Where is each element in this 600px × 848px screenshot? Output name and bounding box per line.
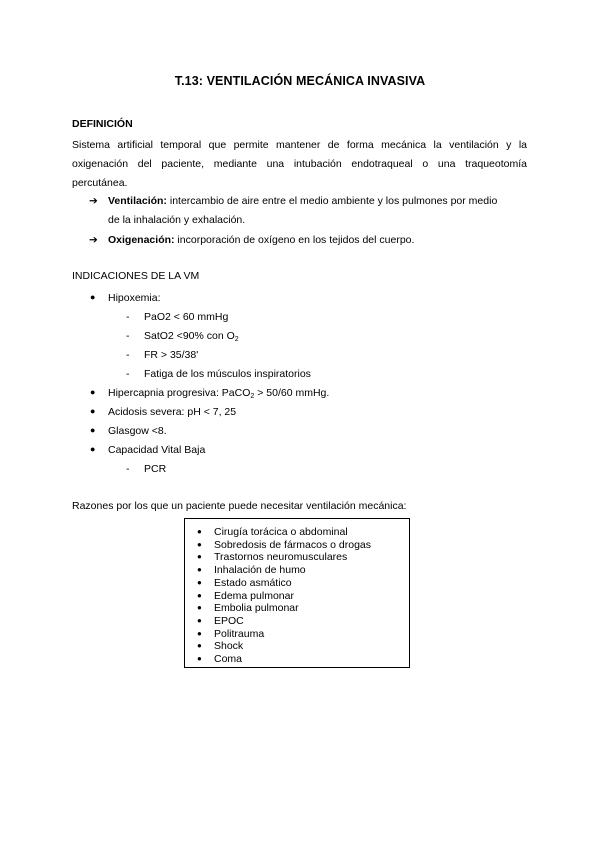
- razon-text: Coma: [214, 653, 243, 666]
- razon-text: Edema pulmonar: [214, 589, 294, 602]
- oxigenacion-term: Oxigenación:: [108, 234, 175, 246]
- list-item: [197, 564, 371, 577]
- sato2-prefix: SatO2 <90% con O: [144, 330, 235, 342]
- dash-icon: -: [126, 463, 130, 475]
- bullet-icon: ●: [197, 603, 202, 613]
- list-item: [197, 538, 372, 552]
- list-item: [197, 551, 371, 564]
- sato2-subscript: 2: [234, 336, 239, 343]
- bullet-icon: ●: [90, 425, 96, 435]
- razon-text: Embolia pulmonar: [214, 602, 299, 615]
- hipercapnia-subscript: 2: [250, 393, 255, 400]
- bullet-icon: ●: [197, 654, 202, 664]
- list-item: [90, 403, 236, 422]
- dash-icon: -: [126, 330, 130, 342]
- list-item: [197, 614, 371, 628]
- list-item: [197, 640, 371, 653]
- hipercapnia-prefix: Hipercapnia progresiva: PaCO: [108, 387, 251, 399]
- razones-list: [197, 526, 372, 666]
- hipoxemia-label: Hipoxemia:: [108, 292, 161, 304]
- list-item: [90, 422, 167, 441]
- bullet-icon: ●: [197, 590, 202, 600]
- bullet-icon: ●: [197, 527, 202, 536]
- fr-text: FR > 35/38': [144, 349, 199, 361]
- definicion-heading: DEFINICIÓN: [72, 118, 133, 130]
- list-item: [197, 526, 371, 539]
- list-item: [197, 653, 371, 666]
- list-item: [90, 289, 161, 308]
- razon-text: Inhalación de humo: [214, 564, 306, 577]
- ventilacion-desc-2: de la inhalación y exhalación.: [108, 214, 246, 226]
- ventilacion-desc-1: intercambio de aire entre el medio ambiente y los pulmones por medio: [166, 195, 498, 207]
- razon-text: Politrauma: [214, 627, 265, 640]
- sato2-text: [144, 330, 239, 342]
- razon-text: Trastornos neuromusculares: [214, 551, 348, 564]
- sub-list-item: [126, 460, 166, 479]
- definicion-line-3: percutánea.: [72, 177, 128, 189]
- capacidad-text: Capacidad Vital Baja: [108, 444, 206, 456]
- list-item: [197, 576, 371, 590]
- definicion-paragraph: [72, 136, 527, 193]
- fatiga-text: Fatiga de los músculos inspiratorios: [144, 368, 311, 380]
- ventilacion-item: [89, 192, 527, 230]
- sub-list-item: [126, 346, 198, 365]
- dash-icon: -: [126, 368, 130, 380]
- pcr-text: PCR: [144, 463, 167, 475]
- ventilacion-term: Ventilación:: [108, 195, 167, 207]
- razon-text: Sobredosis de fármacos o drogas: [214, 538, 372, 551]
- list-item: [197, 589, 371, 603]
- dash-icon: -: [126, 349, 130, 361]
- acidosis-text: Acidosis severa: pH < 7, 25: [108, 406, 237, 418]
- arrow-icon: ➔: [89, 234, 98, 246]
- razon-text: Cirugía torácica o abdominal: [214, 526, 348, 538]
- ventilacion-text: [108, 192, 527, 230]
- bullet-icon: ●: [197, 539, 202, 549]
- indicaciones-heading: INDICACIONES DE LA VM: [72, 270, 200, 282]
- bullet-icon: ●: [197, 565, 202, 575]
- bullet-icon: ●: [197, 552, 202, 562]
- oxigenacion-text: [108, 231, 527, 250]
- list-item: [197, 602, 371, 615]
- dash-icon: -: [126, 311, 130, 323]
- page-title: T.13: VENTILACIÓN MECÁNICA INVASIVA: [174, 74, 426, 88]
- bullet-icon: ●: [197, 641, 202, 651]
- bullet-icon: ●: [197, 577, 202, 587]
- bullet-icon: ●: [90, 387, 96, 397]
- definicion-line-1: Sistema artificial temporal que permite mantener de forma mecánica la ventilación y la: [72, 139, 527, 151]
- sub-list-item: [126, 308, 228, 327]
- hipercapnia-text: [108, 387, 329, 399]
- bullet-icon: ●: [90, 444, 96, 454]
- glasgow-text: Glasgow <8.: [108, 425, 167, 437]
- razon-text: Estado asmático: [214, 576, 292, 589]
- list-item: [90, 441, 205, 460]
- list-item: [197, 627, 371, 641]
- hipercapnia-suffix: > 50/60 mmHg.: [254, 387, 330, 399]
- sub-list-item: [126, 365, 311, 384]
- razon-text: Shock: [214, 640, 244, 653]
- arrow-icon: ➔: [89, 195, 98, 207]
- bullet-icon: ●: [197, 615, 202, 625]
- definicion-line-2: oxigenación del paciente, mediante una intubación endotraqueal o una traqueotomía: [72, 158, 527, 170]
- razones-intro: Razones por los que un paciente puede necesitar ventilación mecánica:: [72, 500, 407, 512]
- oxigenacion-desc: incorporación de oxígeno en los tejidos del cuerpo.: [174, 234, 415, 246]
- razon-text: EPOC: [214, 614, 244, 627]
- pao2-text: PaO2 < 60 mmHg: [144, 311, 229, 323]
- bullet-icon: ●: [197, 628, 202, 638]
- bullet-icon: ●: [90, 292, 96, 302]
- oxigenacion-item: [89, 231, 527, 250]
- bullet-icon: ●: [90, 406, 96, 416]
